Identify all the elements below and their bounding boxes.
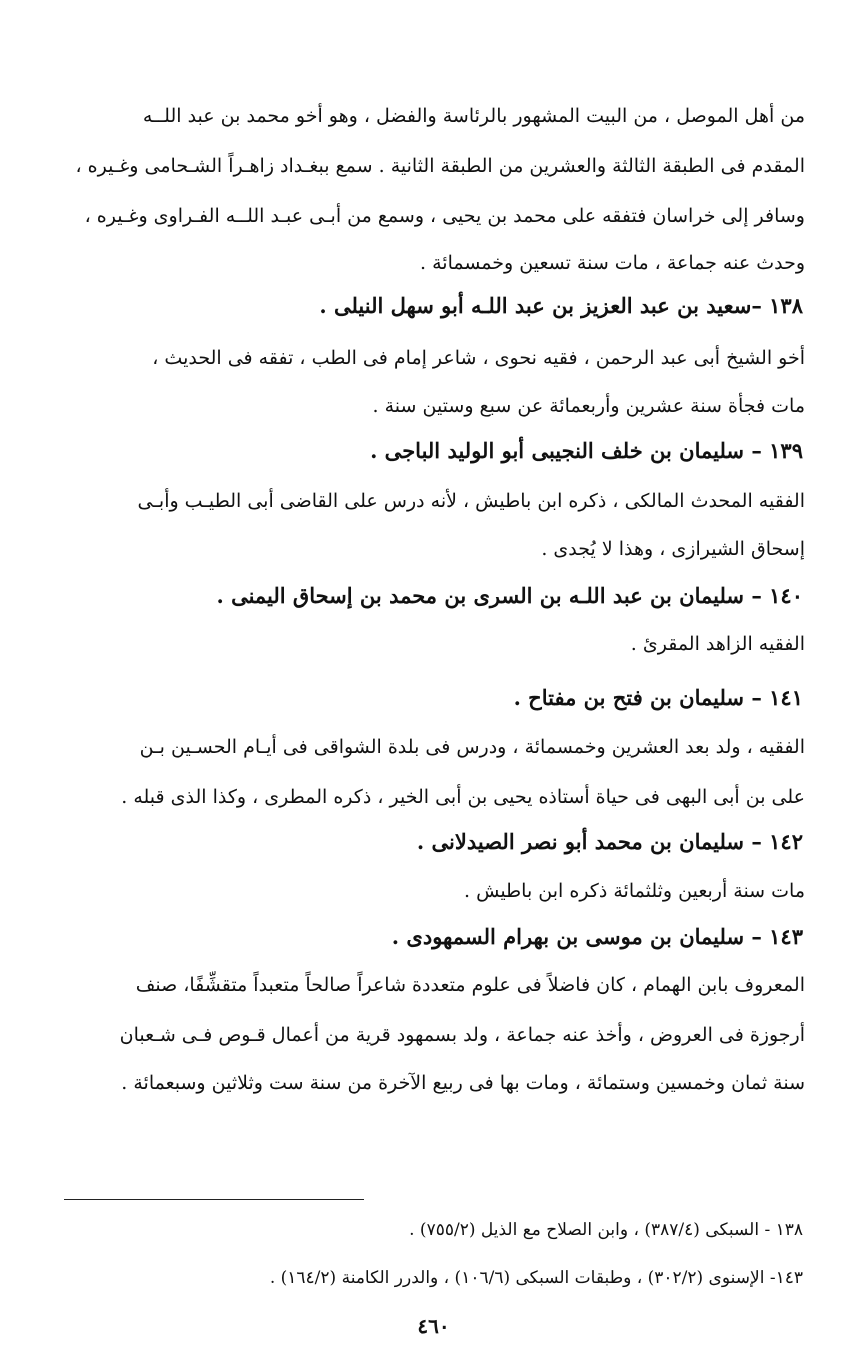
entry-138-line-2: مات فجأة سنة عشرين وأربعمائة عن سبع وستين سنة . — [372, 395, 805, 417]
entry-143-line-2: أرجوزة فى العروض ، وأخذ عنه جماعة ، ولد بسمهود قرية من أعمال قـوص فـى شـعبان — [119, 1024, 805, 1046]
body-line-4: وحدث عنه جماعة ، مات سنة تسعين وخمسمائة . — [420, 252, 805, 274]
entry-138-line-1: أخو الشيخ أبى عبد الرحمن ، فقيه نحوى ، شاعر إمام فى الطب ، تفقه فى الحديث ، — [152, 347, 805, 369]
entry-139-line-1: الفقيه المحدث المالكى ، ذكره ابن باطيش ، لأنه درس على القاضى أبى الطيـب وأبـى — [137, 490, 805, 512]
entry-141-line-2: على بن أبى البهى فى حياة أستاذه يحيى بن أبى الخير ، ذكره المطرى ، وكذا الذى قبله . — [121, 786, 805, 808]
entry-141-line-1: الفقيه ، ولد بعد العشرين وخمسمائة ، ودرس فى بلدة الشواقى فى أيـام الحسـين بـن — [139, 736, 805, 758]
page-number: ٤٦٠ — [417, 1314, 450, 1338]
body-line-1: من أهل الموصل ، من البيت المشهور بالرئاسة والفضل ، وهو أخو محمد بن عبد اللــه — [142, 105, 805, 127]
entry-138-title: ١٣٨ –سعيد بن عبد العزيز بن عبد اللـه أبو سهل النيلى . — [319, 293, 803, 318]
entry-142-line-1: مات سنة أربعين وثلثمائة ذكره ابن باطيش . — [464, 880, 805, 902]
entry-139-title: ١٣٩ – سليمان بن خلف النجيبى أبو الوليد الباجى . — [370, 438, 803, 463]
body-line-3: وسافر إلى خراسان فتفقه على محمد بن يحيى ، وسمع من أبـى عبـد اللــه الفـراوى وغـيره ، — [84, 205, 805, 227]
footnote-138: ١٣٨ - السبكى (٣٨٧/٤) ، وابن الصلاح مع الذيل (٧٥٥/٢) . — [409, 1220, 803, 1240]
entry-140-title: ١٤٠ – سليمان بن عبد اللـه بن السرى بن محمد بن إسحاق اليمنى . — [216, 583, 803, 608]
footnote-divider — [64, 1199, 364, 1200]
entry-143-line-3: سنة ثمان وخمسين وستمائة ، ومات بها فى ربيع الآخرة من سنة ست وثلاثين وسبعمائة . — [121, 1072, 805, 1094]
body-line-2: المقدم فى الطبقة الثالثة والعشرين من الطبقة الثانية . سمع ببغـداد زاهـراً الشـحامى وغـيره ، — [75, 155, 805, 177]
footnote-143: ١٤٣- الإسنوى (٣٠٢/٢) ، وطبقات السبكى (١٠٦/٦) ، والدرر الكامنة (١٦٤/٢) . — [269, 1268, 803, 1288]
entry-139-line-2: إسحاق الشيرازى ، وهذا لا يُجدى . — [541, 538, 805, 560]
entry-143-title: ١٤٣ – سليمان بن موسى بن بهرام السمهودى . — [391, 924, 803, 949]
entry-140-line-1: الفقيه الزاهد المقرئ . — [630, 633, 805, 655]
entry-143-line-1: المعروف بابن الهمام ، كان فاضلاً فى علوم متعددة شاعراً صالحاً متعبداً متقشِّفًا، صنف — [135, 974, 805, 996]
entry-142-title: ١٤٢ – سليمان بن محمد أبو نصر الصيدلانى . — [416, 829, 803, 854]
entry-141-title: ١٤١ – سليمان بن فتح بن مفتاح . — [513, 685, 803, 710]
